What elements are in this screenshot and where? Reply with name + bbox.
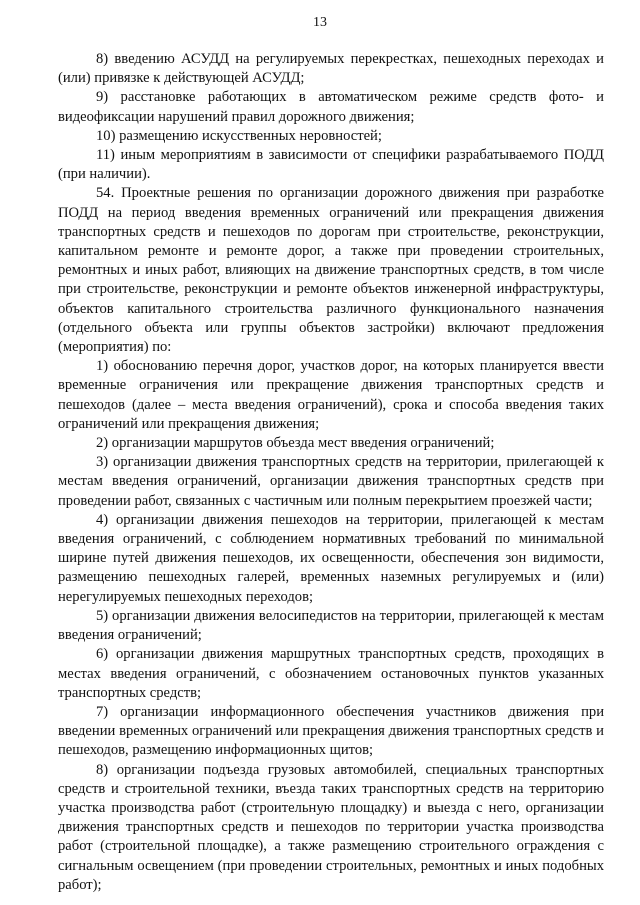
- paragraph-item-6-route-vehicles: 6) организации движения маршрутных транспортных средств, проходящих в местах введения ограничений, с обозначением остановочных пунктов указанных транспортных средств;: [58, 646, 604, 701]
- paragraph-item-3-vehicle-traffic: 3) организации движения транспортных средств на территории, прилегающей к местам введения ограничений, организации движения транспортных средств при проведении работ, связанных с частичным или полным перекрытием проезжей части;: [58, 454, 604, 509]
- paragraph-item-8-asudd: 8) введению АСУДД на регулируемых перекрестках, пешеходных переходах и (или) привязке к действующей АСУДД;: [58, 51, 604, 87]
- paragraph-item-10-speed-bumps: 10) размещению искусственных неровностей;: [96, 127, 382, 144]
- paragraph-item-5-cyclists: 5) организации движения велосипедистов на территории, прилегающей к местам введения ограничений;: [58, 607, 604, 644]
- paragraph-section-54: 54. Проектные решения по организации дорожного движения при разработке ПОДД на период введения временных ограничений или прекращения движения транспортных средств и пешеходов по дорогам при строительстве, реконструкции, капитальном ремонте и ремонте дорог, а также при проведении строительных, ремонтных и иных работ, влияющих на движение транспортных средств, в том числе при строительстве, реконструкции и ремонте объектов инженерной инфраструктуры, объектов капитального строительства различного функционального назначения (отдельного объекта или группы объектов застройки) включают предложения (мероприятия) по:: [58, 185, 604, 356]
- page-number: 13: [313, 15, 327, 30]
- paragraph-item-11-other-measures: 11) иным мероприятиям в зависимости от специфики разрабатываемого ПОДД (при наличии).: [58, 147, 604, 183]
- paragraph-item-4-pedestrian-traffic: 4) организации движения пешеходов на территории, прилегающей к местам введения ограничений, с соблюдением нормативных требований по минимальной ширине путей движения пешеходов, их освещенности, обеспечения зон видимости, размещению пешеходных галерей, временных наземных регулируемых и (или) нерегулируемых пешеходных переходов;: [58, 511, 604, 605]
- document-body: [58, 50, 604, 895]
- paragraph-item-9-photo-video: 9) расстановке работающих в автоматическом режиме средств фото- и видеофиксации нарушений правил дорожного движения;: [58, 89, 604, 125]
- paragraph-item-1-road-list: 1) обоснованию перечня дорог, участков дорог, на которых планируется ввести временные ограничения или прекращение движения транспортных средств и пешеходов (далее – места введения ограничений), срока и способа введения таких ограничений или прекращения движения;: [58, 358, 604, 432]
- paragraph-item-2-detour-routes: 2) организации маршрутов объезда мест введения ограничений;: [96, 435, 495, 452]
- paragraph-item-8-trucks-access: 8) организации подъезда грузовых автомобилей, специальных транспортных средств и строительной техники, въезда таких транспортных средств на территорию участка производства работ (строительную площадку) и выезда с него, организации движения транспортных средств и пешеходов по территории участка производства работ (строительной площадке), а также размещению строительного ограждения с сигнальным освещением (при проведении строительных, ремонтных и иных подобных работ);: [58, 761, 604, 893]
- paragraph-item-7-information: 7) организации информационного обеспечения участников движения при введении временных ограничений или прекращения движения транспортных средств и пешеходов, размещению информационных щитов;: [58, 703, 604, 759]
